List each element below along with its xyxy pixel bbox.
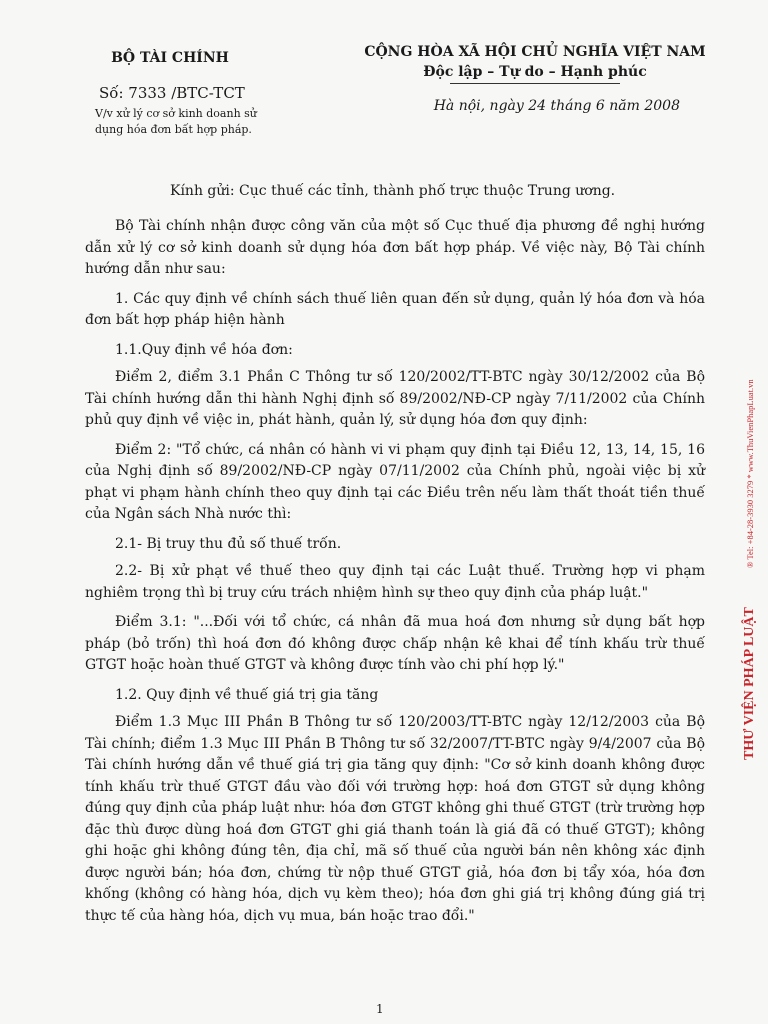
watermark: [738, 270, 762, 790]
recipient-line: Kính gửi: Cục thuế các tỉnh, thành phố trực thuộc Trung ương.: [170, 183, 616, 199]
paragraph: 2.2- Bị xử phạt về thuế theo quy định tại các Luật thuế. Trường hợp vi phạm nghiêm trọng thì bị truy cứu trách nhiệm hình sự theo quy định của pháp luật.": [85, 563, 705, 601]
watermark-brand: THƯ VIỆN PHÁP LUẬT: [742, 607, 757, 760]
document-body: [85, 216, 705, 935]
document-number: Số: 7333 /BTC-TCT: [99, 84, 245, 102]
paragraph: Điểm 1.3 Mục III Phần B Thông tư số 120/2003/TT-BTC ngày 12/12/2003 của Bộ Tài chính; điểm 1.3 Mục III Phần B Thông tư số 32/2007/TT-BTC ngày 9/4/2007 của Bộ Tài chính hướng dẫn về thuế giá trị gia tăng quy định: "Cơ sở kinh doanh không được tính khấu trừ thuế GTGT đầu vào đối với trường hợp: hoá đơn GTGT sử dụng không đúng quy định của pháp luật như: hóa đơn GTGT không ghi thuế GTGT (trừ trường hợp đặc thù được dùng hoá đơn GTGT ghi giá thanh toán là giá đã có thuế GTGT); không ghi hoặc ghi không đúng tên, địa chỉ, mã số thuế của người bán nên không xác định được người bán; hóa đơn, chứng từ nộp thuế GTGT giả, hóa đơn bị tẩy xóa, hóa đơn khống (không có hàng hóa, dịch vụ kèm theo); hóa đơn ghi giá trị không đúng giá trị thực tế của hàng hóa, dịch vụ mua, bán hoặc trao đổi.": [85, 714, 705, 924]
page-number: 1: [376, 1002, 384, 1016]
subsection-heading: 1.2. Quy định về thuế giá trị gia tăng: [115, 686, 379, 703]
section-heading: 1. Các quy định về chính sách thuế liên quan đến sử dụng, quản lý hóa đơn và hóa đơn bất hợp pháp hiện hành: [85, 290, 705, 328]
paragraph: Bộ Tài chính nhận được công văn của một số Cục thuế địa phương đề nghị hướng dẫn xử lý cơ sở kinh doanh sử dụng hóa đơn bất hợp pháp. Về việc này, Bộ Tài chính hướng dẫn như sau:: [85, 218, 705, 277]
watermark-contact: ® Tel: +84-28-3930 3279 * www.ThuVienPhapLuat.vn: [745, 379, 755, 568]
national-header: [350, 44, 720, 114]
subsection-heading: 1.1.Quy định về hóa đơn:: [115, 341, 293, 358]
issuer-block: [95, 50, 275, 138]
nation-title: CỘNG HÒA XÃ HỘI CHỦ NGHĨA VIỆT NAM: [364, 44, 706, 60]
paragraph: Điểm 2: "Tổ chức, cá nhân có hành vi vi phạm quy định tại Điều 12, 13, 14, 15, 16 của Nghị định số 89/2002/NĐ-CP ngày 07/11/2002 của Chính phủ, ngoài việc bị xử phạt vi phạm hành chính theo quy định tại các Điều trên nếu làm thất thoát tiền thuế của Ngân sách Nhà nước thì:: [85, 441, 705, 522]
paragraph: 2.1- Bị truy thu đủ số thuế trốn.: [115, 535, 342, 552]
paragraph: Điểm 3.1: "...Đối với tổ chức, cá nhân đã mua hoá đơn nhưng sử dụng bất hợp pháp (bỏ trốn) thì hoá đơn đó không được chấp nhận kê khai để tính khấu trừ thuế GTGT hoặc hoàn thuế GTGT và không được tính vào chi phí hợp lý.": [85, 614, 705, 673]
issue-date: Hà nội, ngày 24 tháng 6 năm 2008: [433, 98, 680, 114]
document-subject: V/v xử lý cơ sở kinh doanh sử dụng hóa đơn bất hợp pháp.: [95, 107, 257, 136]
paragraph: Điểm 2, điểm 3.1 Phần C Thông tư số 120/2002/TT-BTC ngày 30/12/2002 của Bộ Tài chính hướng dẫn thi hành Nghị định số 89/2002/NĐ-CP ngày 7/11/2002 của Chính phủ quy định về việc in, phát hành, quản lý, sử dụng hóa đơn quy định:: [85, 369, 705, 428]
ministry-name: BỘ TÀI CHÍNH: [111, 50, 229, 66]
national-motto: Độc lập – Tự do – Hạnh phúc: [423, 64, 647, 80]
motto-underline: [450, 83, 620, 84]
